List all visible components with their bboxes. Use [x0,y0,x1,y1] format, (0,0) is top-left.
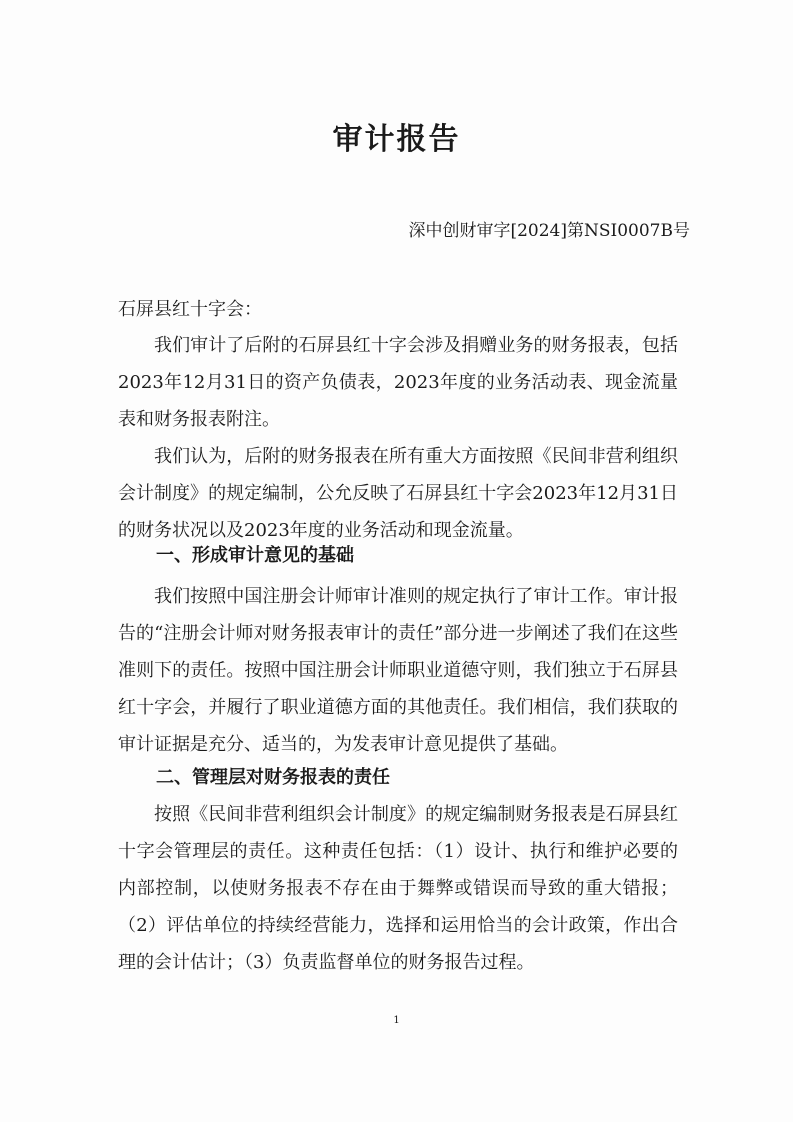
section-heading-basis: 一、形成审计意见的基础 [156,545,354,566]
paragraph-audit-scope: 我们审计了后附的石屏县红十字会涉及捐赠业务的财务报表，包括2023年12月31日的资产负债表，2023年度的业务活动表、现金流量表和财务报表附注。 [118,335,678,430]
reference-number: 深中创财审字[2024]第NSI0007B号 [408,221,690,241]
paragraph-basis: 我们按照中国注册会计师审计准则的规定执行了审计工作。审计报告的“注册会计师对财务报表审计的责任”部分进一步阐述了我们在这些准则下的责任。按照中国注册会计师职业道德守则，我们独立于石屏县红十字会，并履行了职业道德方面的其他责任。我们相信，我们获取的审计证据是充分、适当的，为发表审计意见提供了基础。 [118,586,678,755]
document-title: 审计报告 [332,122,461,157]
page-number: 1 [393,1015,400,1026]
paragraph-management: 按照《民间非营利组织会计制度》的规定编制财务报表是石屏县红十字会管理层的责任。这种责任包括：（1）设计、执行和维护必要的内部控制，以使财务报表不存在由于舞弊或错误而导致的重大错报；（2）评估单位的持续经营能力，选择和运用恰当的会计政策，作出合理的会计估计；（3）负责监督单位的财务报告过程。 [118,804,678,973]
section-heading-management: 二、管理层对财务报表的责任 [156,767,390,788]
paragraph-audit-opinion: 我们认为，后附的财务报表在所有重大方面按照《民间非营利组织会计制度》的规定编制，公允反映了石屏县红十字会2023年12月31日的财务状况以及2023年度的业务活动和现金流量。 [118,446,678,541]
addressee: 石屏县红十字会： [118,299,262,320]
